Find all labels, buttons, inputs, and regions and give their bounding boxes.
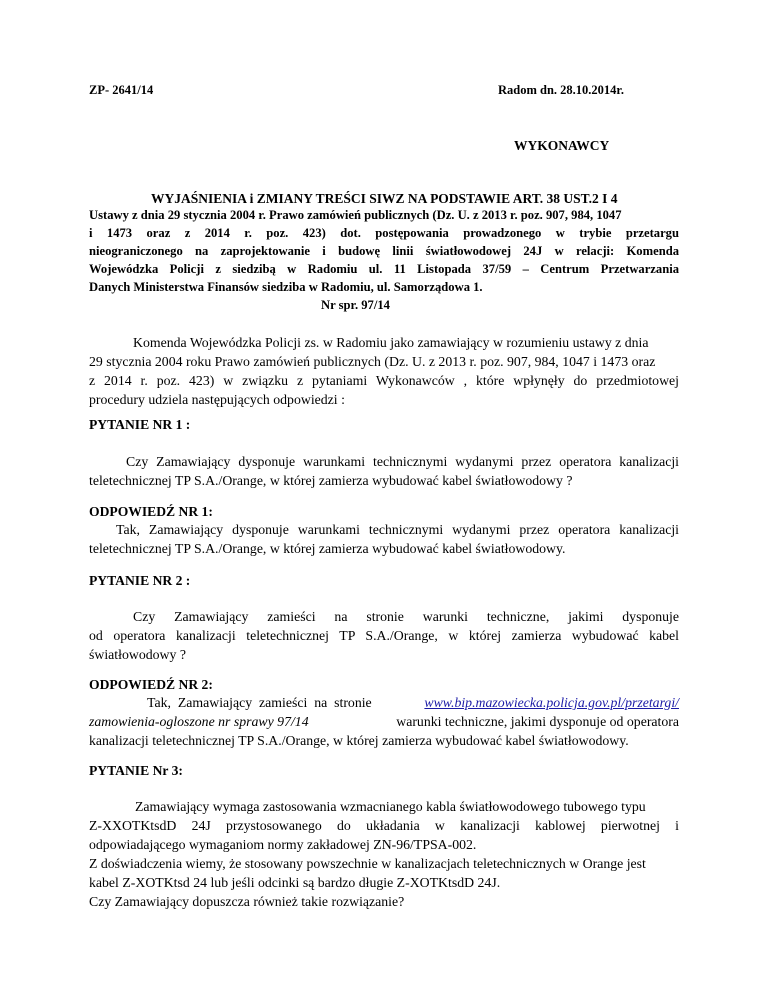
reference-number: ZP- 2641/14	[89, 83, 154, 97]
title-line: nieograniczonego na zaprojektowanie i budowę linii światłowodowej 24J w relacji: Komenda	[89, 244, 679, 258]
question-2-heading: PYTANIE NR 2 :	[89, 573, 191, 588]
question-2-text: Czy Zamawiający zamieści na stronie warunki techniczne, jakimi dysponuje	[133, 609, 679, 624]
question-3-text: Czy Zamawiający dopuszcza również takie rozwiązanie?	[89, 894, 405, 909]
title-line: Danych Ministerstwa Finansów siedziba w Radomiu, ul. Samorządowa 1.	[89, 280, 483, 294]
answer-1-text: Tak, Zamawiający dysponuje warunkami technicznymi wydanymi przez operatora kanalizacji	[116, 522, 679, 537]
intro-line: z 2014 r. poz. 423) w związku z pytaniami Wykonawców , które wpłynęły do przedmiotowej	[89, 373, 679, 388]
answer-2-text: warunki techniczne, jakimi dysponuje od operatora	[396, 714, 679, 729]
question-1-heading: PYTANIE NR 1 :	[89, 417, 191, 432]
question-3-text: Z-XXOTKtsdD 24J przystosowanego do układania w kanalizacji kablowej pierwotnej i	[89, 818, 679, 833]
question-3-text: odpowiadającego wymaganiom normy zakładowej ZN-96/TPSA-002.	[89, 837, 477, 852]
question-3-heading: PYTANIE Nr 3:	[89, 763, 183, 778]
title-line: Wojewódzka Policji z siedzibą w Radomiu ul. 11 Listopada 37/59 – Centrum Przetwarzania	[89, 262, 679, 276]
intro-line: 29 stycznia 2004 roku Prawo zamówień publicznych (Dz. U. z 2013 r. poz. 907, 984, 1047 i 1473 oraz	[89, 354, 656, 369]
question-1-text: Czy Zamawiający dysponuje warunkami technicznymi wydanymi przez operatora kanalizacji	[126, 454, 679, 469]
title-line: Ustawy z dnia 29 stycznia 2004 r. Prawo zamówień publicznych (Dz. U. z 2013 r. poz. 907, 984, 1047	[89, 208, 622, 222]
title-line: WYJAŚNIENIA i ZMIANY TREŚCI SIWZ NA PODSTAWIE ART. 38 UST.2 I 4	[151, 191, 618, 206]
question-3-text: Zamawiający wymaga zastosowania wzmacnianego kabla światłowodowego tubowego typu	[135, 799, 646, 814]
case-reference-italic: zamowienia-ogloszone nr sprawy 97/14	[89, 714, 309, 729]
bip-link[interactable]: www.bip.mazowiecka.policja.gov.pl/przetargi/	[424, 695, 679, 710]
answer-2-text: Tak, Zamawiający zamieści na stronie	[147, 695, 372, 710]
place-and-date: Radom dn. 28.10.2014r.	[498, 83, 624, 97]
title-line: i 1473 oraz z 2014 r. poz. 423) dot. postępowania prowadzonego w trybie przetargu	[89, 226, 679, 240]
question-1-text: teletechnicznej TP S.A./Orange, w której zamierza wybudować kabel światłowodowy ?	[89, 473, 573, 488]
question-2-text: światłowodowy ?	[89, 647, 186, 662]
question-2-text: od operatora kanalizacji teletechnicznej TP S.A./Orange, w której zamierza wybudować kabel	[89, 628, 679, 643]
intro-line: Komenda Wojewódzka Policji zs. w Radomiu jako zamawiający w rozumieniu ustawy z dnia	[133, 335, 649, 350]
question-3-text: Z doświadczenia wiemy, że stosowany powszechnie w kanalizacjach teletechnicznych w Orange jest	[89, 856, 646, 871]
answer-2-text: kanalizacji teletechnicznej TP S.A./Orange, w której zamierza wybudować kabel światłowodowy.	[89, 733, 629, 748]
recipient: WYKONAWCY	[514, 138, 610, 153]
question-3-text: kabel Z-XOTKtsd 24 lub jeśli odcinki są bardzo długie Z-XOTKtsdD 24J.	[89, 875, 501, 890]
case-number: Nr spr. 97/14	[321, 298, 390, 312]
answer-1-heading: ODPOWIEDŹ NR 1:	[89, 504, 213, 519]
answer-1-text: teletechnicznej TP S.A./Orange, w której zamierza wybudować kabel światłowodowy.	[89, 541, 566, 556]
answer-2-heading: ODPOWIEDŹ NR 2:	[89, 677, 213, 692]
answer-2-line	[147, 694, 679, 713]
answer-2-line	[89, 713, 679, 732]
intro-line: procedury udziela następujących odpowiedzi :	[89, 392, 345, 407]
